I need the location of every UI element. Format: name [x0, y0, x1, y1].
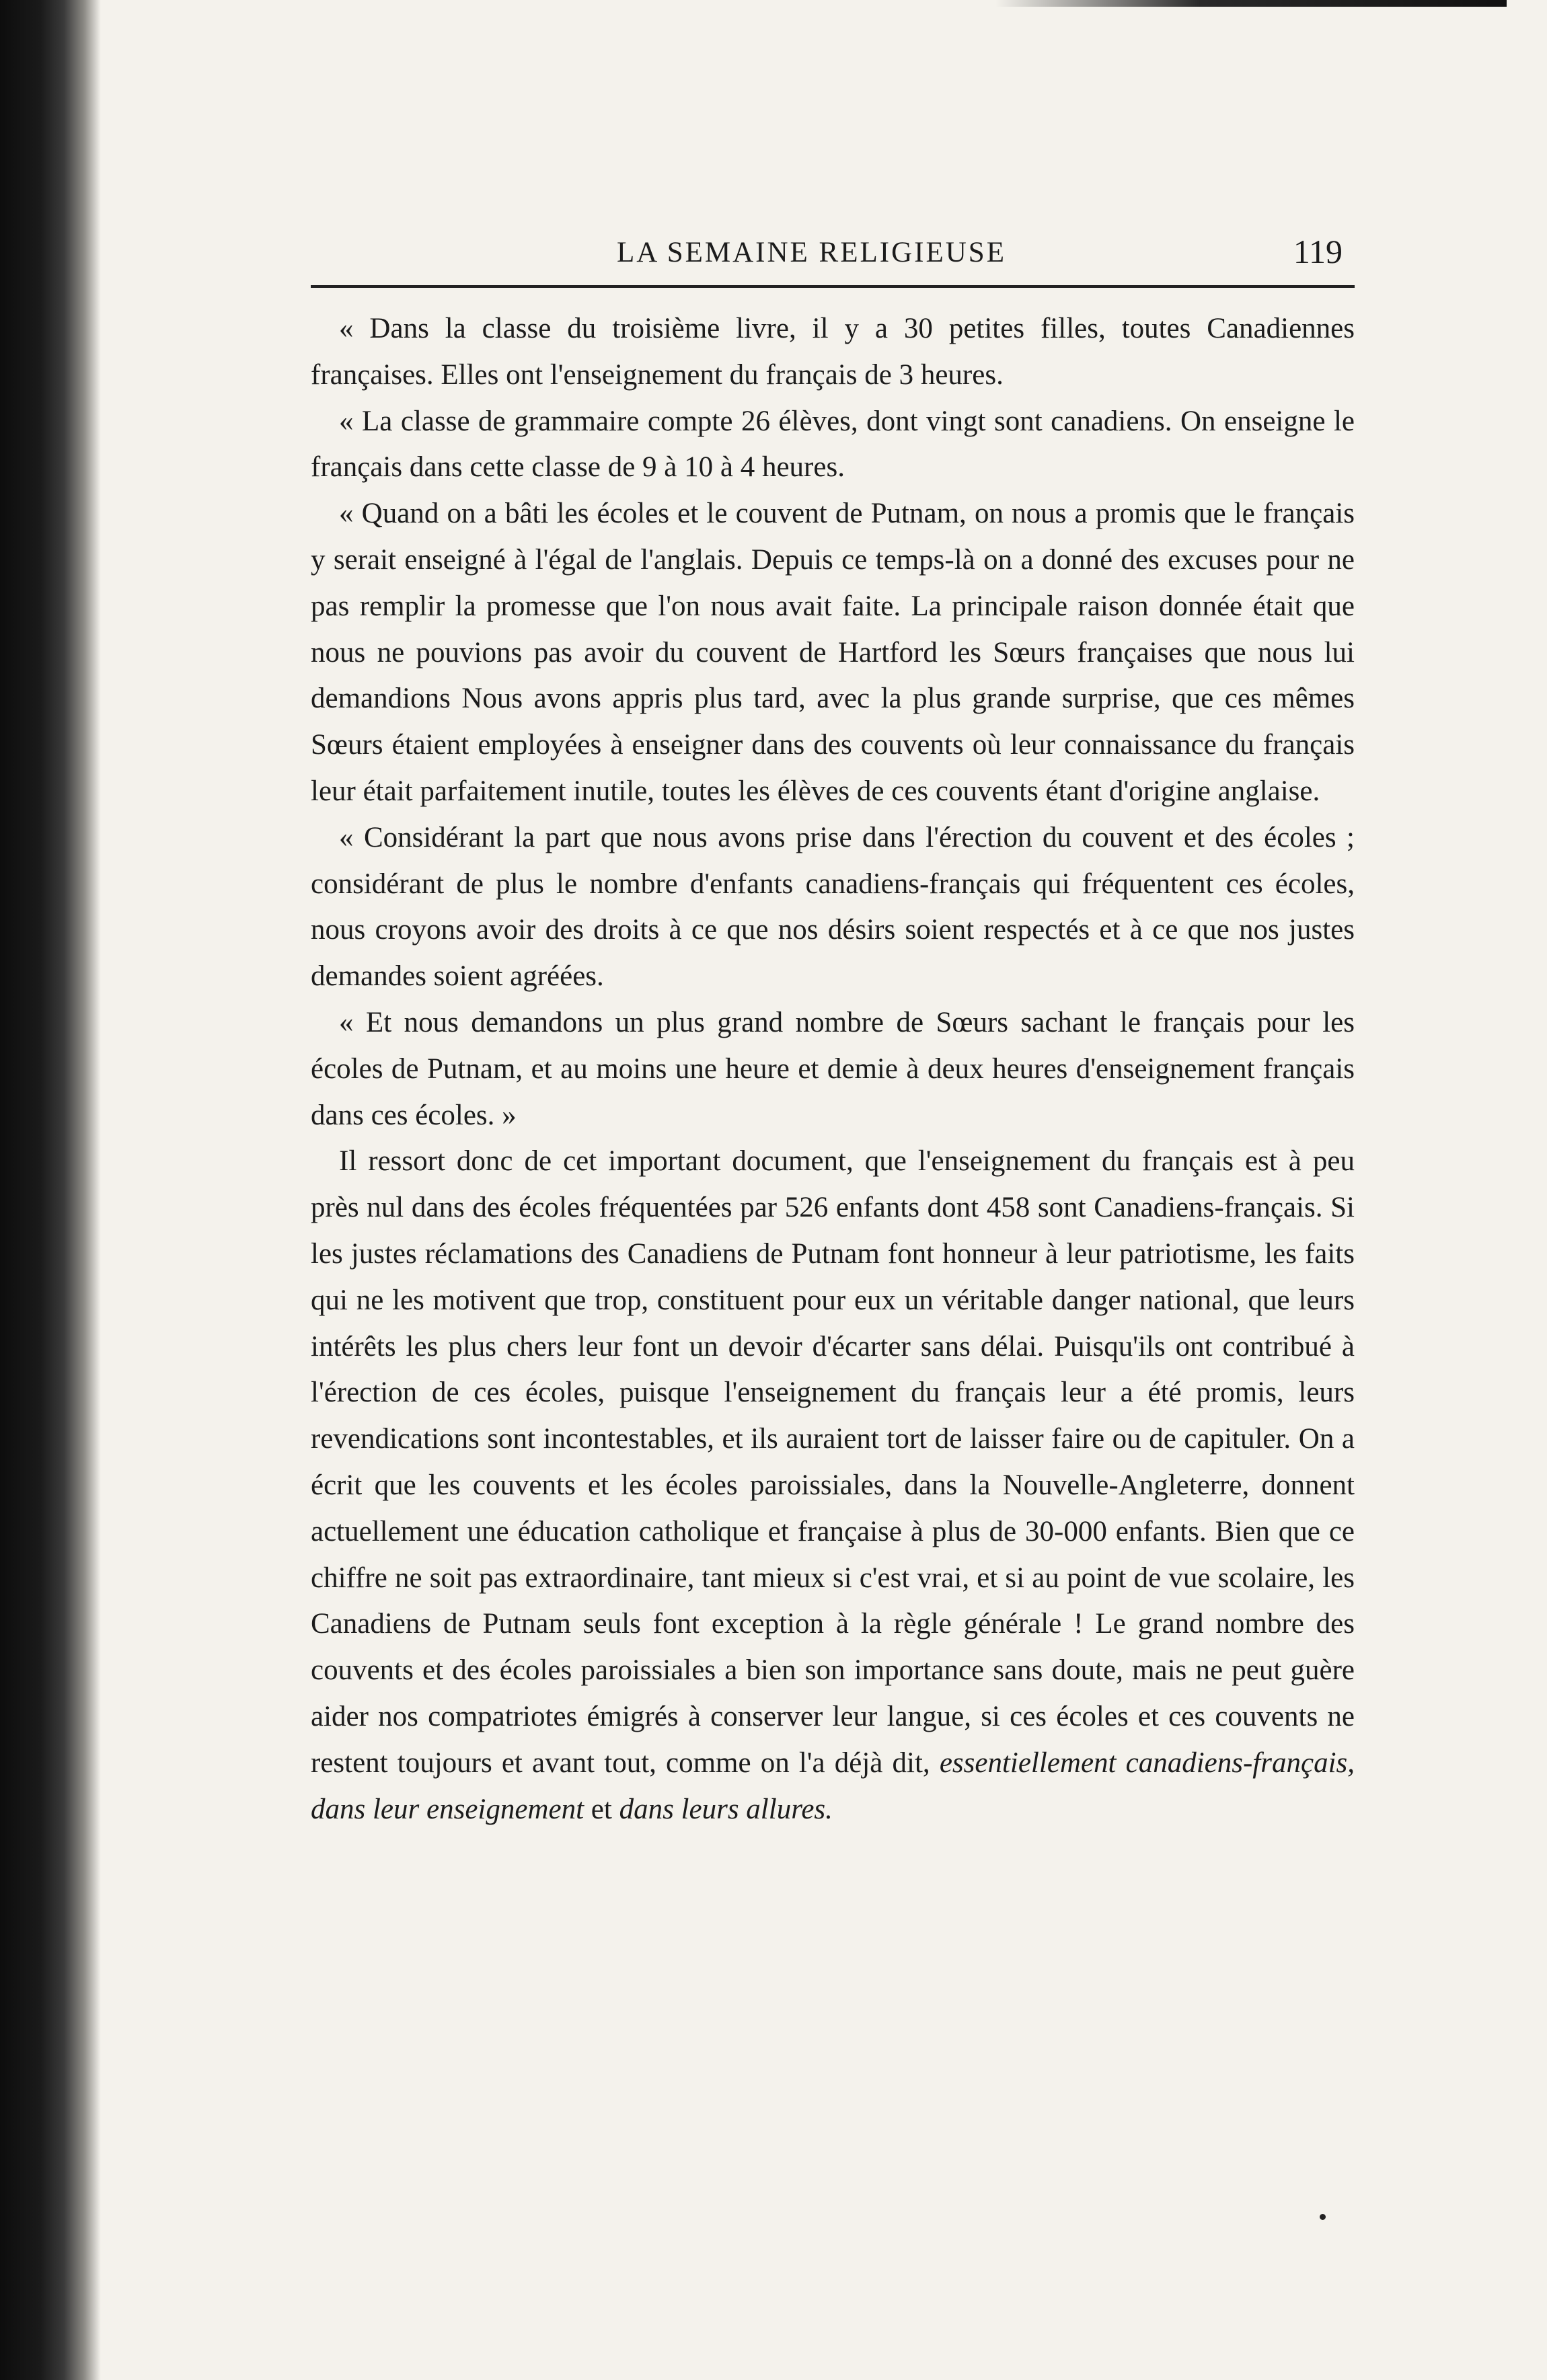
page-number: 119 — [1293, 233, 1343, 270]
body-text — [311, 306, 1355, 1833]
paragraph-grammaire: « La classe de grammaire compte 26 élèves, dont vingt sont canadiens. On enseigne le français dans cette classe de 9 à 10 à 4 heures. — [311, 405, 1355, 484]
stray-ink-dot — [1320, 2214, 1326, 2220]
header-rule — [311, 285, 1355, 288]
paragraph-troisieme-livre: « Dans la classe du troisième livre, il y a 30 petites filles, toutes Canadiennes françaises. Elles ont l'enseignement du français de 3 heures. — [311, 313, 1355, 391]
paragraph-demandes: « Et nous demandons un plus grand nombre de Sœurs sachant le français pour les écoles de Putnam, et au moins une heure et demie à deux heures d'enseignement français dans ces écoles. » — [311, 1006, 1355, 1131]
book-page — [311, 232, 1355, 1825]
paragraph-promesse-putnam: « Quand on a bâti les écoles et le couvent de Putnam, on nous a promis que le français y serait enseigné à l'égal de l'anglais. Depuis ce temps-là on a donné des excuses pour ne pas remplir la promesse que l'on nous avait faite. La principale raison donnée était que nous ne pouvions pas avoir du couvent de Hartford les Sœurs françaises que nous lui demandions Nous avons appris plus tard, avec la plus grande surprise, que ces mêmes Sœurs étaient employées à enseigner dans des couvents où leur connaissance du français leur était parfaitement inutile, toutes les élèves de ces couvents étant d'origine anglaise. — [311, 498, 1355, 807]
running-head — [311, 232, 1355, 280]
paragraph-considerant: « Considérant la part que nous avons prise dans l'érection du couvent et des écoles ; considérant de plus le nombre d'enfants canadiens-français qui fréquentent ces écoles, nous croyons avoir des droits à ce que nos désirs soient respectés et à ce que nos justes demandes soient agréées. — [311, 821, 1355, 993]
scan-binding-shadow — [0, 0, 101, 2380]
scan-top-edge-line — [995, 0, 1507, 7]
conclusion-connector: et — [591, 1793, 612, 1825]
paragraph-conclusion — [311, 1139, 1355, 1833]
conclusion-italic-2: dans leurs allures. — [619, 1793, 833, 1825]
conclusion-text: Il ressort donc de cet important document, que l'enseignement du français est à peu près nul dans des écoles fréquentées par 526 enfants dont 458 sont Canadiens-français. Si les justes réclamations des Canadiens de Putnam font honneur à leur patriotisme, les faits qui ne les motivent que trop, constituent pour eux un véritable danger national, que leurs intérêts les plus chers leur font un devoir d'écarter sans délai. Puisqu'ils ont contribué à l'érection de ces écoles, puisque l'enseignement du français leur a été promis, leurs revendications sont incontestables, et ils auraient tort de laisser faire ou de capituler. On a écrit que les couvents et les écoles paroissiales, dans la Nouvelle-Angleterre, donnent actuellement une éducation catholique et française à plus de 30-000 enfants. Bien que ce chiffre ne soit pas extraordinaire, tant mieux si c'est vrai, et si au point de vue scolaire, les Canadiens de Putnam seuls font exception à la règle générale ! Le grand nombre des couvents et des écoles paroissiales a bien son importance sans doute, mais ne peut guère aider nos compatriotes émigrés à conserver leur langue, si ces écoles et ces couvents ne restent toujours et avant tout, comme on l'a déjà dit, — [311, 1145, 1355, 1779]
conclusion-italic-1: essentiellement canadiens-français, dans leur enseignement — [311, 1746, 1355, 1825]
running-title: LA SEMAINE RELIGIEUSE — [617, 237, 1006, 268]
